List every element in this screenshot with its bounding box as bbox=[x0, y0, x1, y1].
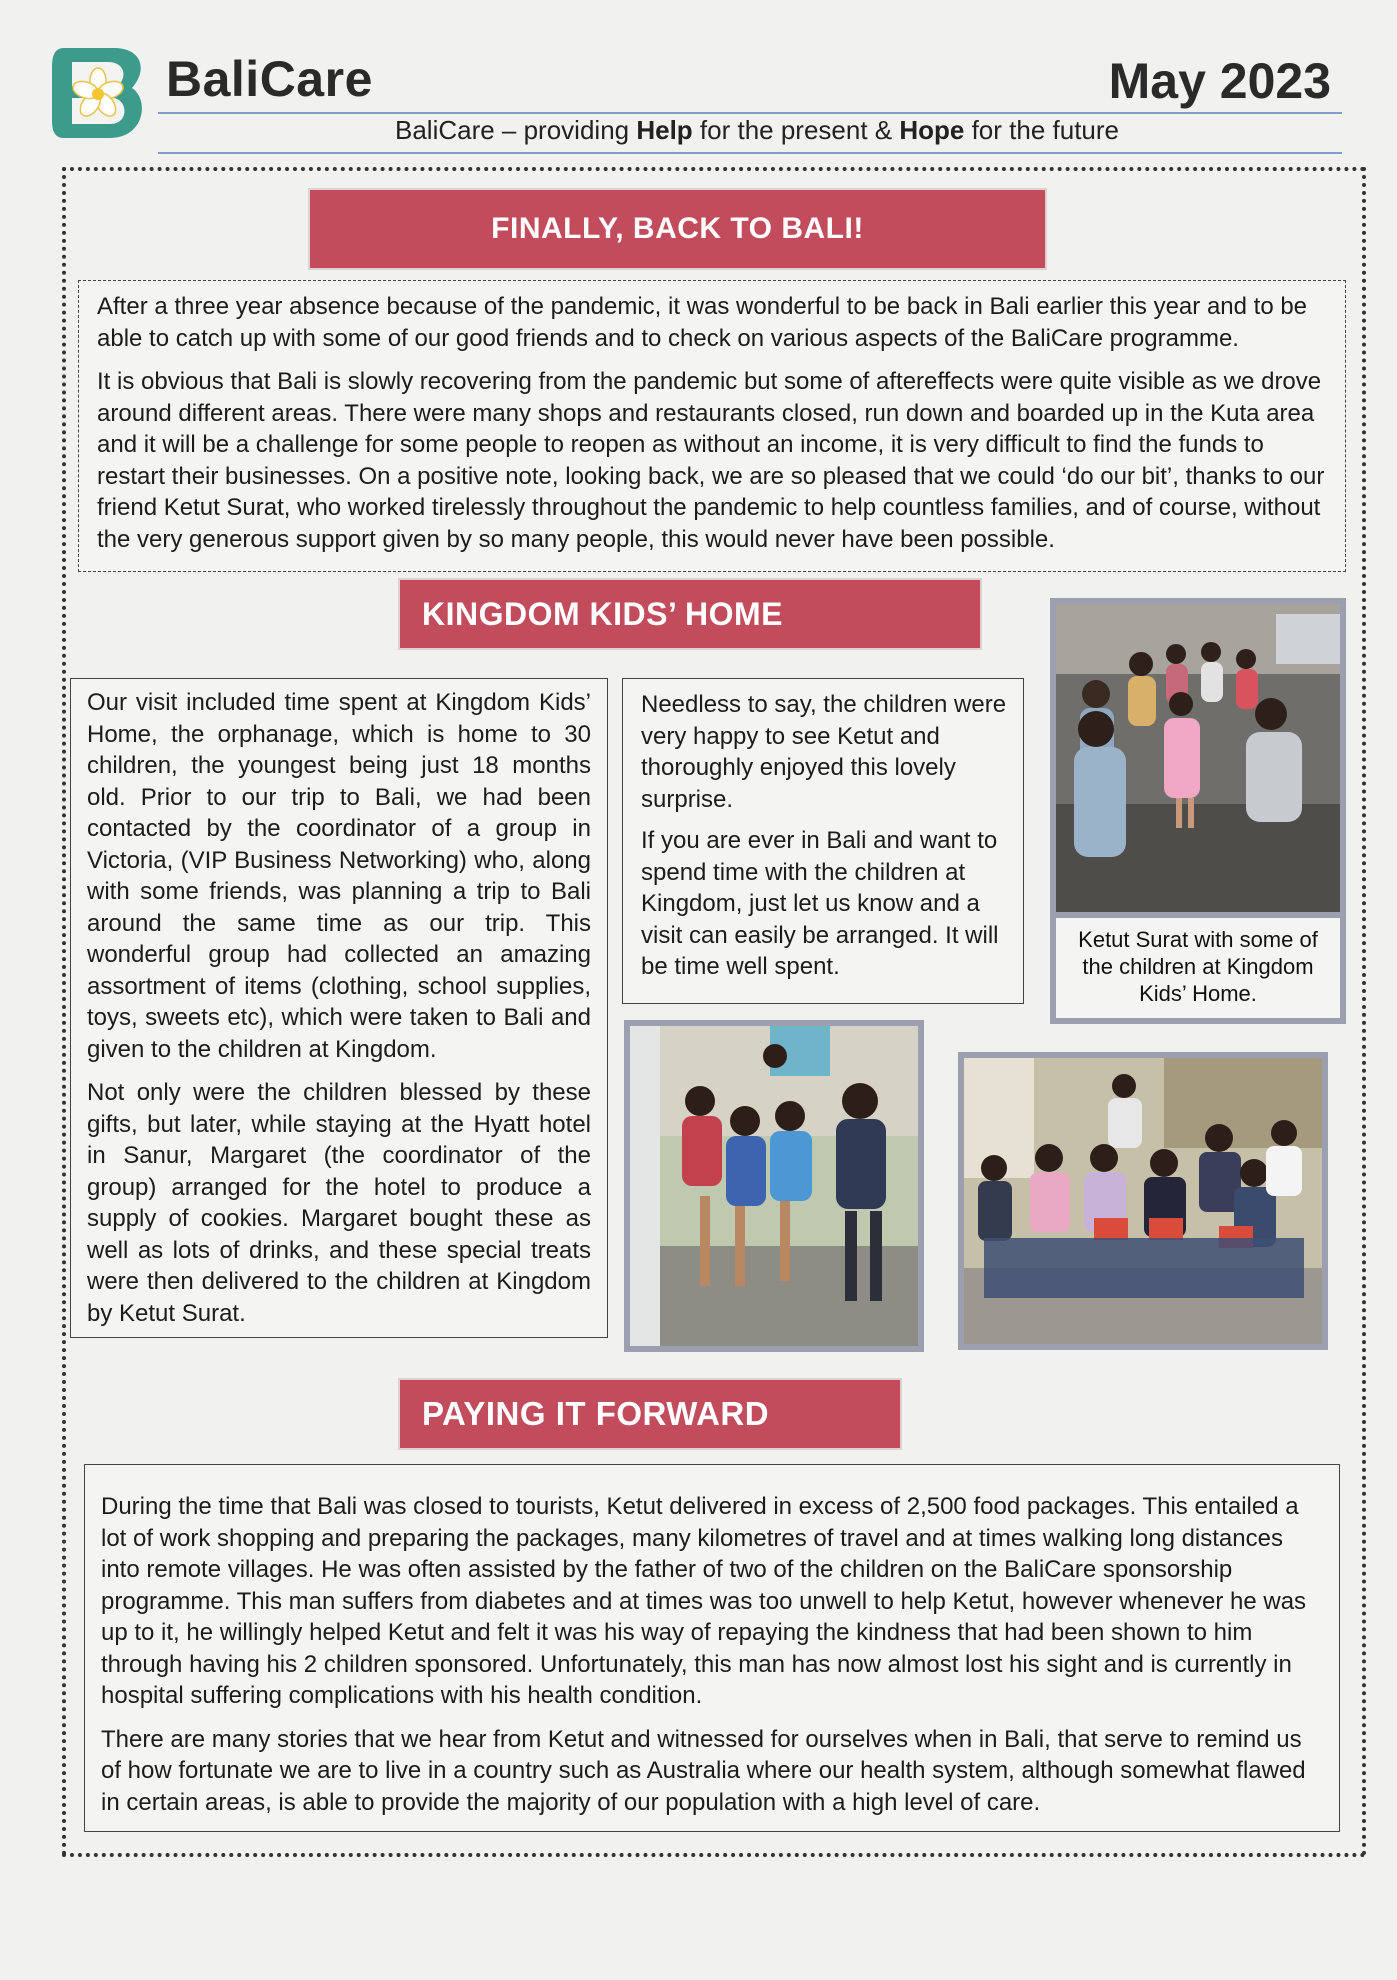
tagline-part2: for the present & bbox=[692, 115, 900, 145]
ketut-photo-caption-box bbox=[1050, 918, 1346, 1024]
section-heading-paying-it-forward: PAYING IT FORWARD bbox=[400, 1380, 900, 1448]
paying-it-forward-textbox bbox=[84, 1464, 1340, 1832]
tagline bbox=[160, 115, 1354, 146]
paying-it-forward-paragraph-2: There are many stories that we hear from Ketut and witnessed for ourselves when in Bali, that serve to remind us of how fortunate we are to live in a country such as Australia where our health system, although somewhat flawed in certain areas, is able to provide the majority of our population with a high level of care. bbox=[101, 1725, 1306, 1816]
children-with-gifts-image bbox=[630, 1026, 918, 1346]
kingdom-kids-paragraph-2: Not only were the children blessed by these gifts, but later, while staying at the Hyatt hotel in Sanur, Margaret (the coordinator of the group) arranged for the hotel to produce a supply of cookies. Margaret bought these as well as lots of drinks, and these special treats were then delivered to the children at Kingdom by Ketut Surat. bbox=[87, 1079, 591, 1327]
issue-date: May 2023 bbox=[1108, 53, 1331, 109]
kingdom-kids-paragraph-4: If you are ever in Bali and want to spend time with the children at Kingdom, just let us know and a visit can easily be arranged. It will be time well spent. bbox=[641, 827, 999, 980]
frangipani-logo-icon bbox=[44, 40, 152, 146]
kingdom-kids-right-textbox bbox=[622, 678, 1024, 1004]
group-with-pencil-boxes-image bbox=[964, 1058, 1322, 1344]
header-rule-top bbox=[158, 112, 1342, 114]
photo-ketut-with-children bbox=[1050, 598, 1346, 918]
brand-name: BaliCare bbox=[166, 51, 373, 107]
tagline-help: Help bbox=[636, 115, 693, 145]
tagline-part1: BaliCare – providing bbox=[394, 115, 637, 145]
back-to-bali-textbox bbox=[78, 280, 1346, 572]
paying-it-forward-paragraph-1: During the time that Bali was closed to tourists, Ketut delivered in excess of 2,500 food packages. This entailed a lot of work shopping and preparing the packages, many kilometres of travel and at times walking long distances into remote villages. He was often assisted by the father of two of the children on the BaliCare sponsorship programme. This man suffers from diabetes and at times was too unwell to help Ketut, however whenever he was up to it, he willingly helped Ketut and felt it was his way of repaying the kindness that had been shown to him through having his 2 children sponsored. Unfortunately, this man has now almost lost his sight and is currently in hospital suffering complications with his health condition. bbox=[101, 1493, 1307, 1709]
ketut-with-children-image bbox=[1056, 604, 1340, 912]
tagline-hope: Hope bbox=[899, 115, 965, 145]
balicare-logo bbox=[44, 40, 152, 146]
ketut-photo-caption: Ketut Surat with some of the children at Kingdom Kids’ Home. bbox=[1078, 927, 1318, 1006]
photo-children-with-gifts bbox=[624, 1020, 924, 1352]
kingdom-kids-paragraph-1: Our visit included time spent at Kingdom Kids’ Home, the orphanage, which is home to 30 children, the youngest being just 18 months old. Prior to our trip to Bali, we had been contacted by the coordinator of a group in Victoria, (VIP Business Networking) who, along with some friends, was planning a trip to Bali around the same time as our trip. This wonderful group had collected an amazing assortment of items (clothing, school supplies, toys, sweets etc), which were taken to Bali and given to the children at Kingdom. bbox=[87, 689, 591, 1063]
header-rule-bottom bbox=[158, 152, 1342, 154]
kingdom-kids-paragraph-3: Needless to say, the children were very happy to see Ketut and thoroughly enjoyed this lovely surprise. bbox=[641, 691, 1007, 813]
tagline-part3: for the future bbox=[964, 115, 1120, 145]
back-to-bali-paragraph-2: It is obvious that Bali is slowly recovering from the pandemic but some of aftereffects were quite visible as we drove around different areas. There were many shops and restaurants closed, run down and boarded up in the Kuta area and it will be a challenge for some people to reopen as without an income, it is very difficult to find the funds to restart their businesses. On a positive note, looking back, we are so pleased that we could ‘do our bit’, thanks to our friend Ketut Surat, who worked tirelessly throughout the pandemic to help countless families, and of course, without the very generous support given by so many people, this would never have been possible. bbox=[97, 368, 1325, 553]
back-to-bali-paragraph-1: After a three year absence because of the pandemic, it was wonderful to be back in Bali earlier this year and to be able to catch up with some of our good friends and to check on various aspects of the BaliCare programme. bbox=[97, 293, 1308, 352]
photo-group-with-pencil-boxes bbox=[958, 1052, 1328, 1350]
kingdom-kids-left-textbox bbox=[70, 678, 608, 1338]
section-heading-back-to-bali: FINALLY, BACK TO BALI! bbox=[310, 190, 1045, 268]
section-heading-kingdom-kids: KINGDOM KIDS’ HOME bbox=[400, 580, 980, 648]
